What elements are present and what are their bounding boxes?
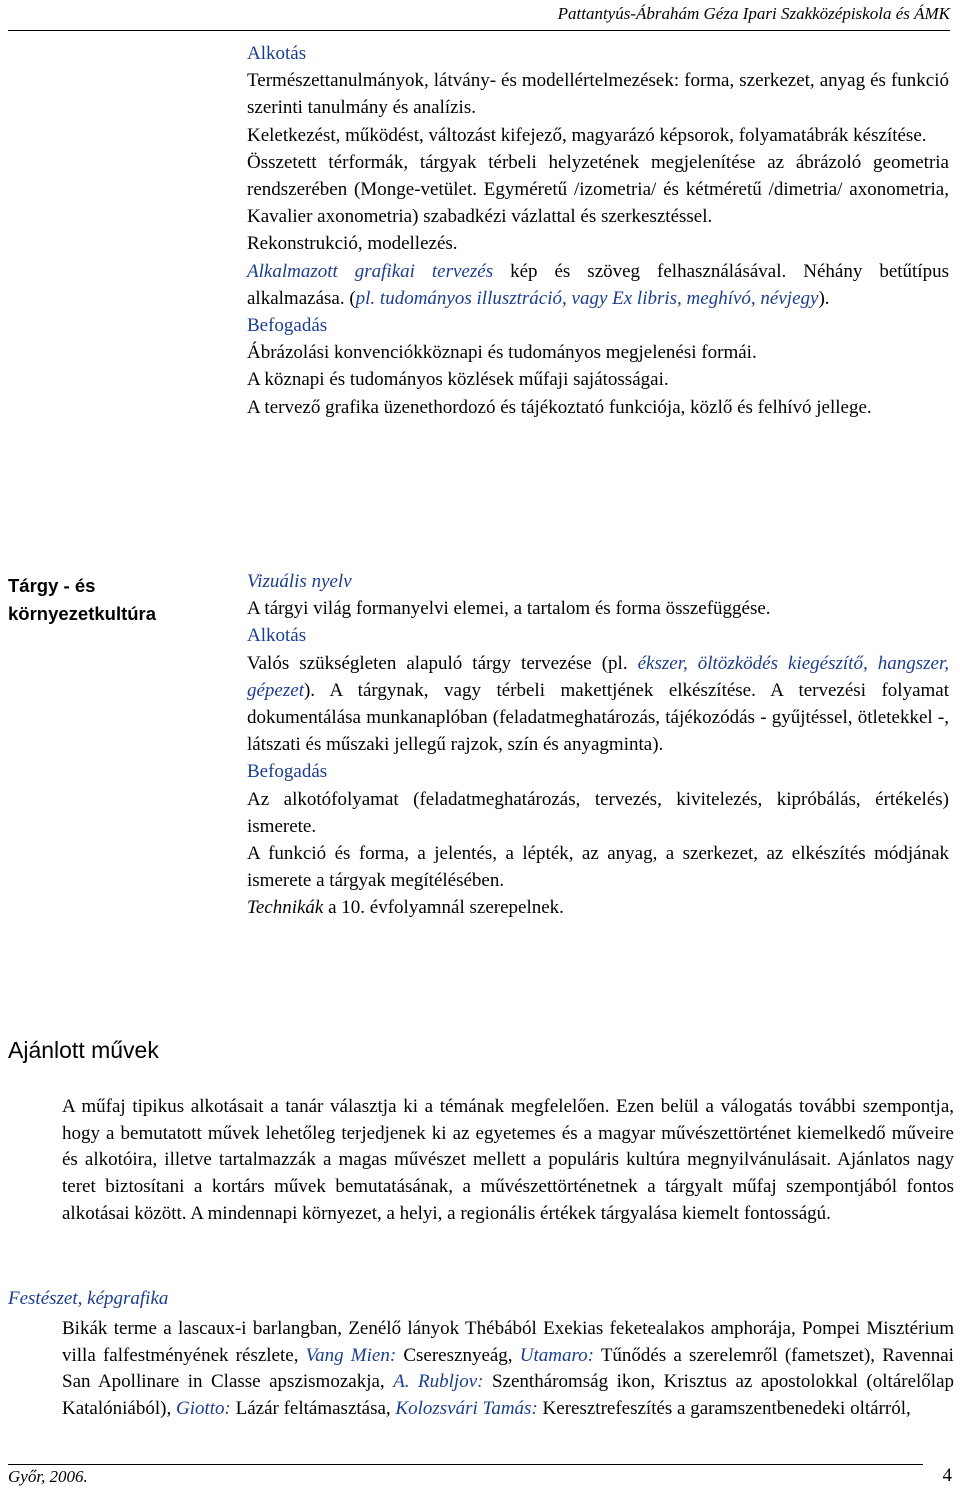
text-span: Valós szükségleten alapuló tárgy tervezése (pl.: [247, 652, 638, 674]
artist-name: Vang Mien:: [305, 1344, 397, 1366]
row-label-line: környezetkultúra: [8, 603, 157, 624]
block-vizualis-kommunikacio: [247, 40, 949, 421]
italic-term: ékszer, öltözködés kiegészítő, hangszer, gépezet: [247, 652, 949, 701]
text-span: ). A tárgynak, vagy térbeli makettjének elkészítése. A tervezési folyamat dokumentálása munkanaplóban (feladatmeghatározás, tájékozódás - gyűjtéssel, ötletekkel -, látszati és műszaki jellegű rajzok, szín és anyagminta).: [247, 679, 949, 756]
text-span: ).: [818, 287, 830, 309]
artist-name: Utamaro:: [519, 1344, 594, 1366]
footer-divider: [8, 1464, 923, 1465]
block-targy-kornyezetkultura: [247, 568, 949, 922]
text-line: A tárgyi világ formanyelvi elemei, a tartalom és forma összefüggése.: [247, 598, 771, 620]
subsection-heading: Festészet, képgrafika: [8, 1288, 169, 1309]
text-line: A köznapi és tudományos közlések műfaji sajátosságai.: [247, 369, 669, 391]
intro-paragraph: [62, 1094, 954, 1228]
italic-term: Alkalmazott grafikai tervezés: [247, 260, 494, 282]
page-number: 4: [942, 1465, 952, 1486]
text-line: [247, 258, 949, 312]
text-line: Ábrázolási konvenciókköznapi és tudományos megjelenési formái.: [247, 342, 757, 364]
text-span: kép és szöveg felhasználásával. Néhány betűtípus alkalmazása. (: [247, 260, 949, 309]
row-label-targy-kornyezetkultura: [8, 572, 218, 628]
befogadas-label: Befogadás: [247, 315, 328, 337]
italic-term: Technikák: [247, 897, 324, 919]
text-line: A tervező grafika üzenethordozó és tájékoztató funkciója, közlő és felhívó jellege.: [247, 396, 872, 418]
vizualis-nyelv-label: Vizuális nyelv: [247, 571, 352, 592]
befogadas-label: Befogadás: [247, 761, 328, 783]
row-label-line: Tárgy - és: [8, 575, 96, 596]
text-line: [247, 650, 949, 759]
paragraph-text: A műfaj tipikus alkotásait a tanár választja ki a témának megfelelően. Ezen belül a válogatás további szempontja, hogy a bemutatott művek lehetőleg terjedjenek ki az egyetemes és a magyar művészettörténet kiemelkedő műveire és alkotóira, illetve tartalmazzák a magas művészet mellett a populáris kultúra megnyilvánulásait. Ajánlatos nagy teret biztosítani a kortárs művek bemutatásának, a művészettörténetnek a tárgyalt műfaj szempontjából fontos alkotásai között. A mindennapi környezet, a helyi, a regionális értékek tárgyalása kiemelt fontosságú.: [62, 1096, 954, 1224]
text-line: Összetett térformák, tárgyak térbeli helyzetének megjelenítése az ábrázoló geometria rendszerében (Monge-vetület. Egyméretű /izometria/ és kétméretű /dimetria/ axonometria, Kavalier axonometria) szabadkézi vázlattal és szerkesztéssel.: [247, 151, 949, 228]
section-heading: Ajánlott művek: [8, 1037, 159, 1063]
artist-name: A. Rubljov:: [393, 1371, 484, 1393]
text-line: Keletkezést, működést, változást kifejező, magyarázó képsorok, folyamatábrák készítése.: [247, 124, 927, 146]
text-line: Rekonstrukció, modellezés.: [247, 233, 458, 255]
text-line: [247, 894, 949, 921]
text-span: Tűnődés a szerelemről (fametszet), Ravennai San Apollinare in Classe apszismozakja,: [62, 1344, 954, 1393]
artist-name: Giotto:: [175, 1398, 231, 1420]
alkotas-label: Alkotás: [247, 625, 307, 647]
text-span: a 10. évfolyamnál szerepelnek.: [323, 897, 564, 919]
text-span: Bikák terme a lascaux-i barlangban, Zenélő lányok Thébából Exekias feketealakos amphorája, Pompei Misztérium villa falfestményének részlete,: [62, 1318, 954, 1366]
text-line: A funkció és forma, a jelentés, a lépték, az anyag, a szerkezet, az elkészítés módjának ismerete a tárgyak megítélésében.: [247, 843, 949, 892]
paragraph-text: [62, 1316, 954, 1423]
text-line: Az alkotófolyamat (feladatmeghatározás, tervezés, kivitelezés, kipróbálás, értékelés) ismerete.: [247, 788, 949, 837]
page-header: [8, 0, 950, 31]
works-paragraph: [62, 1316, 954, 1423]
text-span: Szentháromság ikon, Krisztus az apostolokkal (oltárelőlap Katalóniából),: [62, 1371, 955, 1420]
text-line: Természettanulmányok, látvány- és modellértelmezések: forma, szerkezet, anyag és funkció szerinti tanulmány és analízis.: [247, 70, 949, 119]
school-title: Pattantyús-Ábrahám Géza Ipari Szakközépiskola és ÁMK: [557, 4, 950, 23]
text-span: Keresztrefeszítés a garamszentbenedeki oltárról,: [537, 1398, 911, 1420]
text-span: Lázár feltámasztása,: [230, 1398, 396, 1420]
italic-term: pl. tudományos illusztráció, vagy Ex libris, meghívó, névjegy: [355, 287, 819, 309]
alkotas-label: Alkotás: [247, 43, 307, 64]
artist-name: Kolozsvári Tamás:: [395, 1398, 538, 1420]
footer-place-date: Győr, 2006.: [8, 1467, 88, 1486]
text-span: Cseresznyeág,: [396, 1344, 520, 1366]
